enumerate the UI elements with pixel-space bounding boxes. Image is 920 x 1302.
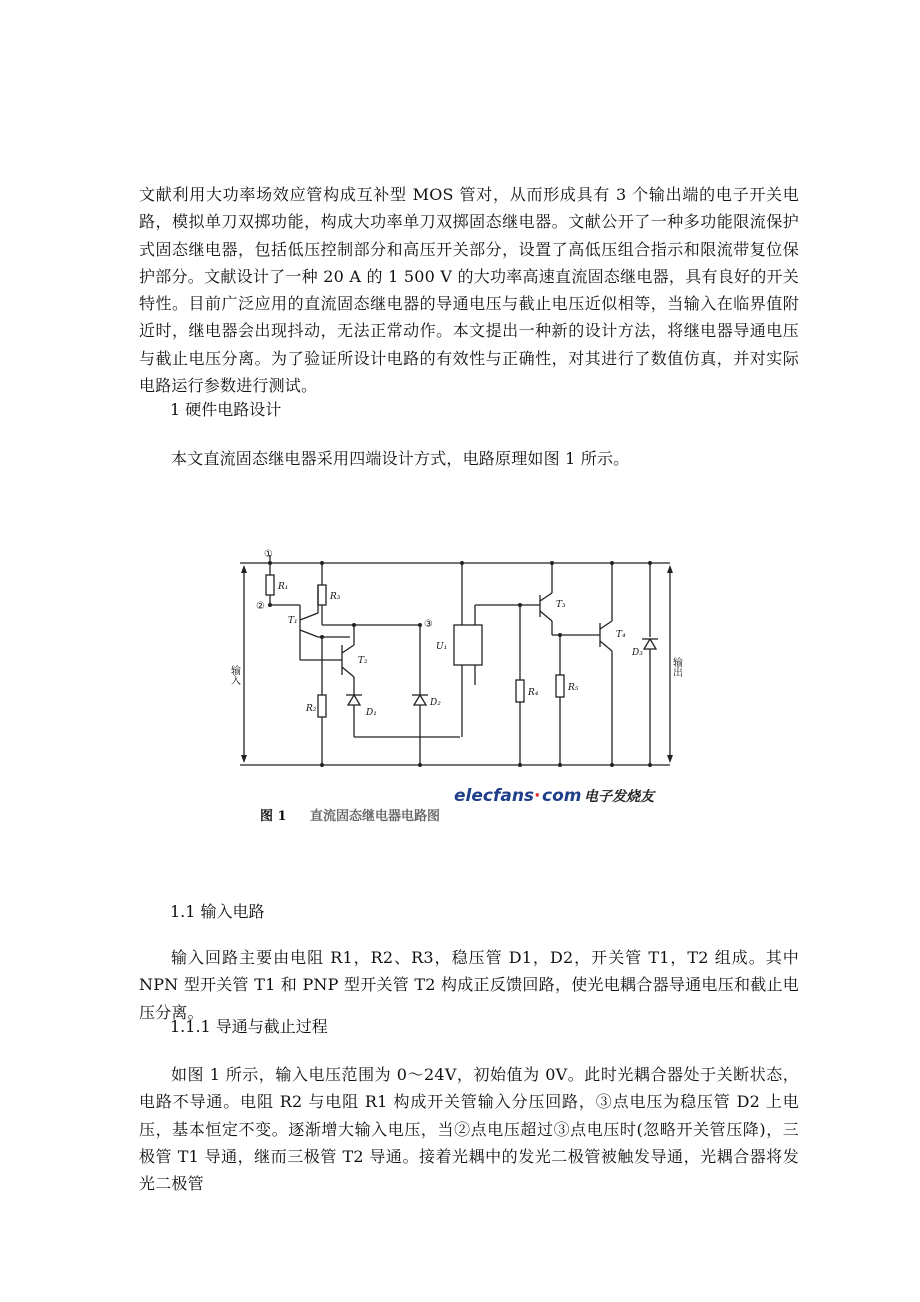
watermark-brand: elecfans bbox=[454, 786, 535, 806]
t2-label: T₂ bbox=[358, 656, 368, 666]
d2-label: D₂ bbox=[430, 698, 441, 708]
section-heading-1-1-1: 1.1.1 导通与截止过程 bbox=[170, 1017, 328, 1036]
watermark-cn: 电子发烧友 bbox=[584, 789, 654, 805]
section-heading-1-1: 1.1 输入电路 bbox=[170, 902, 265, 921]
r5-label: R₅ bbox=[568, 683, 579, 693]
section-heading-1: 1 硬件电路设计 bbox=[170, 400, 282, 419]
node-2-label: ② bbox=[256, 601, 265, 612]
input-label: 输入 bbox=[228, 665, 240, 685]
node-1-label: ① bbox=[264, 549, 273, 560]
d3-label: D₃ bbox=[632, 648, 643, 658]
r2-label: R₂ bbox=[306, 704, 317, 714]
watermark-dot: · bbox=[534, 786, 541, 806]
r3-label: R₃ bbox=[330, 592, 341, 602]
intro-paragraph: 文献利用大功率场效应管构成互补型 MOS 管对，从而形成具有 3 个输出端的电子开关电路，模拟单刀双掷功能，构成大功率单刀双掷固态继电器。文献公开了一种多功能限流保护式固态继电器，包括低压控制部分和高压开关部分，设置了高低压组合指示和限流带复位保护部分。文献设计了一种 20 A 的 1 500 V 的大功率高速直流固态继电器，具有良好的开关特性。目前广泛应用的直流固态继电器的导通电压与截止电压近似相等，当输入在临界值附近时，继电器会出现抖动，无法正常动作。本文提出一种新的设计方法，将继电器导通电压与截止电压分离。为了验证所设计电路的有效性与正确性，对其进行了数值仿真，并对实际电路运行参数进行测试。 bbox=[139, 185, 799, 396]
switching-process-paragraph: 如图 1 所示，输入电压范围为 0～24V，初始值为 0V。此时光耦合器处于关断状态，电路不导通。电阻 R2 与电阻 R1 构成开关管输入分压回路，③点电压为稳压管 D2 上电压，基本恒定不变。逐渐增大输入电压，当②点电压超过③点电压时(忽略开关管压降)，三极管 T1 导通，继而三极管 T2 导通。接着光耦中的发光二极管被触发导通，光耦合器将发光二极管 bbox=[139, 1065, 799, 1194]
caption-text: 直流固态继电器电路图 bbox=[310, 809, 441, 824]
watermark bbox=[454, 786, 656, 806]
node-3-label: ③ bbox=[424, 619, 433, 630]
output-label: 输出 bbox=[670, 657, 682, 677]
circuit-intro-paragraph: 本文直流固态继电器采用四端设计方式，电路原理如图 1 所示。 bbox=[171, 449, 630, 468]
t3-label: T₃ bbox=[556, 600, 566, 610]
watermark-tld: com bbox=[542, 786, 582, 806]
d1-label: D₁ bbox=[366, 708, 377, 718]
t4-label: T₄ bbox=[616, 630, 626, 640]
input-circuit-paragraph: 输入回路主要由电阻 R1，R2、R3，稳压管 D1，D2，开关管 T1，T2 组成。其中 NPN 型开关管 T1 和 PNP 型开关管 T2 构成正反馈回路，使光电耦合器导通电压和截止电压分离。 bbox=[139, 948, 799, 1022]
r1-label: R₁ bbox=[278, 582, 289, 592]
t1-label: T₁ bbox=[288, 616, 298, 626]
r4-label: R₄ bbox=[528, 688, 539, 698]
circuit-figure bbox=[230, 545, 690, 835]
caption-number: 图 1 bbox=[260, 809, 287, 824]
circuit-diagram bbox=[230, 545, 690, 835]
u1-label: U₁ bbox=[436, 642, 448, 652]
